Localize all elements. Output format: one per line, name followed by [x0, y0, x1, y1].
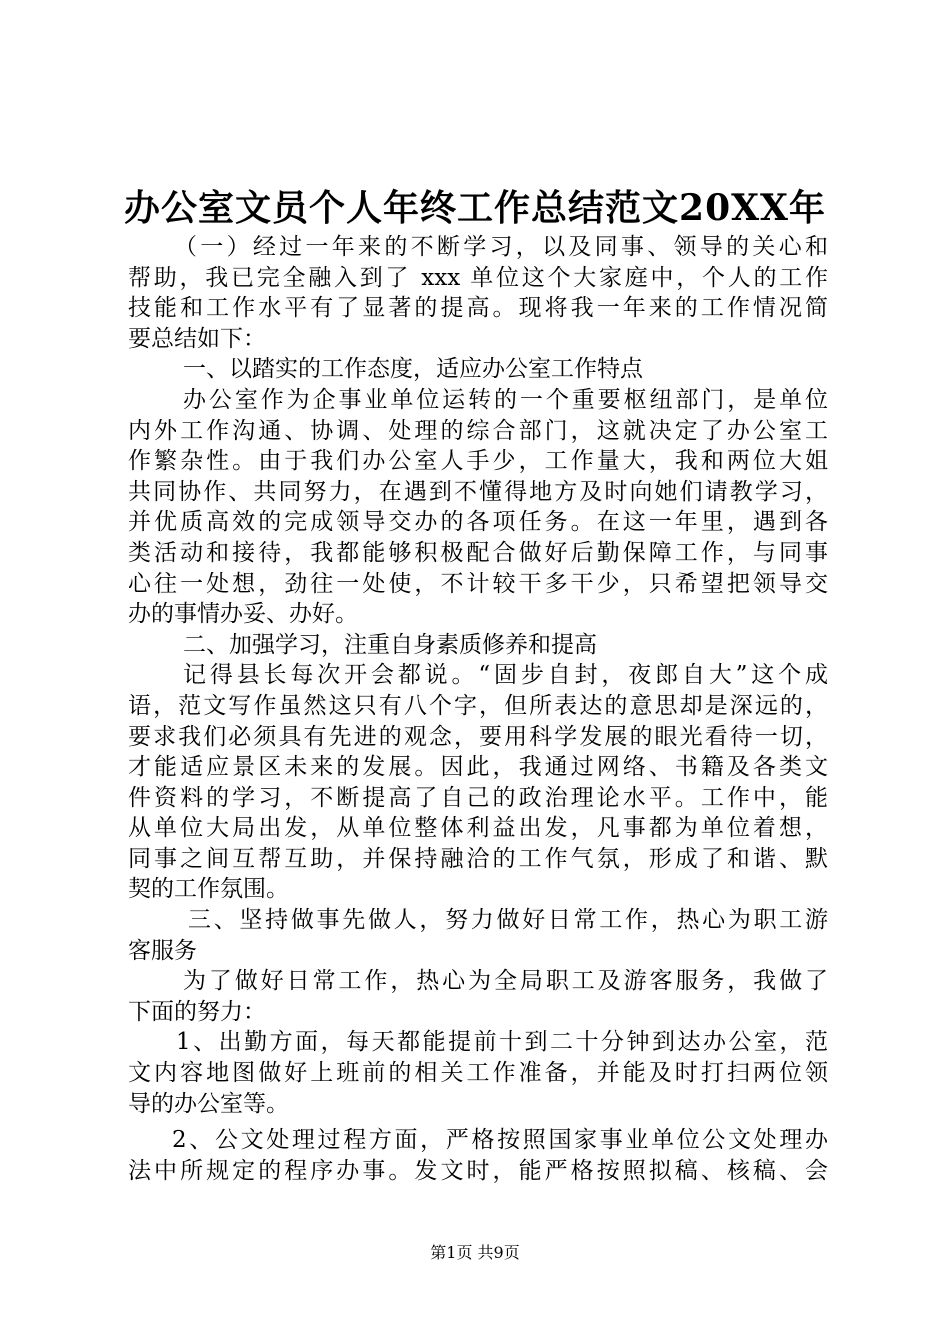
section-heading: 客服务 — [128, 937, 197, 964]
paragraph-line: 才能适应景区未来的发展。因此，我通过网络、书籍及各类文 — [128, 754, 828, 781]
paragraph-line: 导的办公室等。 — [128, 1090, 289, 1117]
paragraph-line: 从单位大局出发，从单位整体利益出发，凡事都为单位着想， — [128, 815, 828, 842]
paragraph-line: 文内容地图做好上班前的相关工作准备，并能及时打扫两位领 — [128, 1060, 828, 1087]
paragraph-line: 2、公文处理过程方面，严格按照国家事业单位公文处理办 — [172, 1127, 828, 1154]
paragraph-line: 帮助，我已完全融入到了 xxx 单位这个大家庭中，个人的工作 — [128, 264, 828, 291]
section-heading: 一、以踏实的工作态度，适应办公室工作特点 — [183, 356, 643, 383]
paragraph-line: 技能和工作水平有了显著的提高。现将我一年来的工作情况简 — [128, 295, 828, 322]
paragraph-line: 办公室作为企事业单位运转的一个重要枢纽部门，是单位 — [183, 386, 828, 413]
paragraph-line: 记得县长每次开会都说。“固步自封，夜郎自大”这个成 — [183, 662, 828, 689]
paragraph-line: 类活动和接待，我都能够积极配合做好后勤保障工作，与同事 — [128, 539, 828, 566]
paragraph-line: 要求我们必须具有先进的观念，要用科学发展的眼光看待一切， — [128, 723, 828, 750]
paragraph-line: 语，范文写作虽然这只有八个字，但所表达的意思却是深远的， — [128, 692, 828, 719]
paragraph-line: （一）经过一年来的不断学习，以及同事、领导的关心和 — [174, 234, 828, 260]
paragraph-line: 要总结如下： — [128, 325, 266, 352]
paragraph-line: 为了做好日常工作，热心为全局职工及游客服务，我做了 — [183, 968, 828, 995]
page-number-footer: 第1页 共9页 — [430, 1243, 520, 1262]
document-body — [128, 232, 828, 1186]
paragraph-line: 法中所规定的程序办事。发文时，能严格按照拟稿、核稿、会 — [128, 1157, 828, 1184]
section-heading: 二、加强学习，注重自身素质修养和提高 — [183, 631, 597, 658]
paragraph-line: 契的工作氛围。 — [128, 876, 289, 903]
paragraph-line: 并优质高效的完成领导交办的各项任务。在这一年里，遇到各 — [128, 509, 828, 536]
paragraph-line: 心往一处想，劲往一处使，不计较干多干少，只希望把领导交 — [128, 570, 828, 597]
paragraph-line: 下面的努力： — [128, 998, 266, 1025]
document-title: 办公室文员个人年终工作总结范文20XX年 — [124, 187, 826, 229]
paragraph-line: 件资料的学习，不断提高了自己的政治理论水平。工作中，能 — [128, 784, 828, 811]
paragraph-line: 1、出勤方面，每天都能提前十到二十分钟到达办公室，范 — [176, 1029, 828, 1056]
paragraph-line: 共同协作、共同努力，在遇到不懂得地方及时向她们请教学习， — [128, 478, 828, 505]
paragraph-line: 作繁杂性。由于我们办公室人手少，工作量大，我和两位大姐 — [128, 448, 828, 475]
paragraph-line: 同事之间互帮互助，并保持融洽的工作气氛，形成了和谐、默 — [128, 845, 828, 872]
paragraph-line: 办的事情办妥、办好。 — [128, 601, 358, 628]
section-heading: 三、坚持做事先做人，努力做好日常工作，热心为职工游 — [188, 907, 828, 934]
paragraph-line: 内外工作沟通、协调、处理的综合部门，这就决定了办公室工 — [128, 417, 828, 444]
